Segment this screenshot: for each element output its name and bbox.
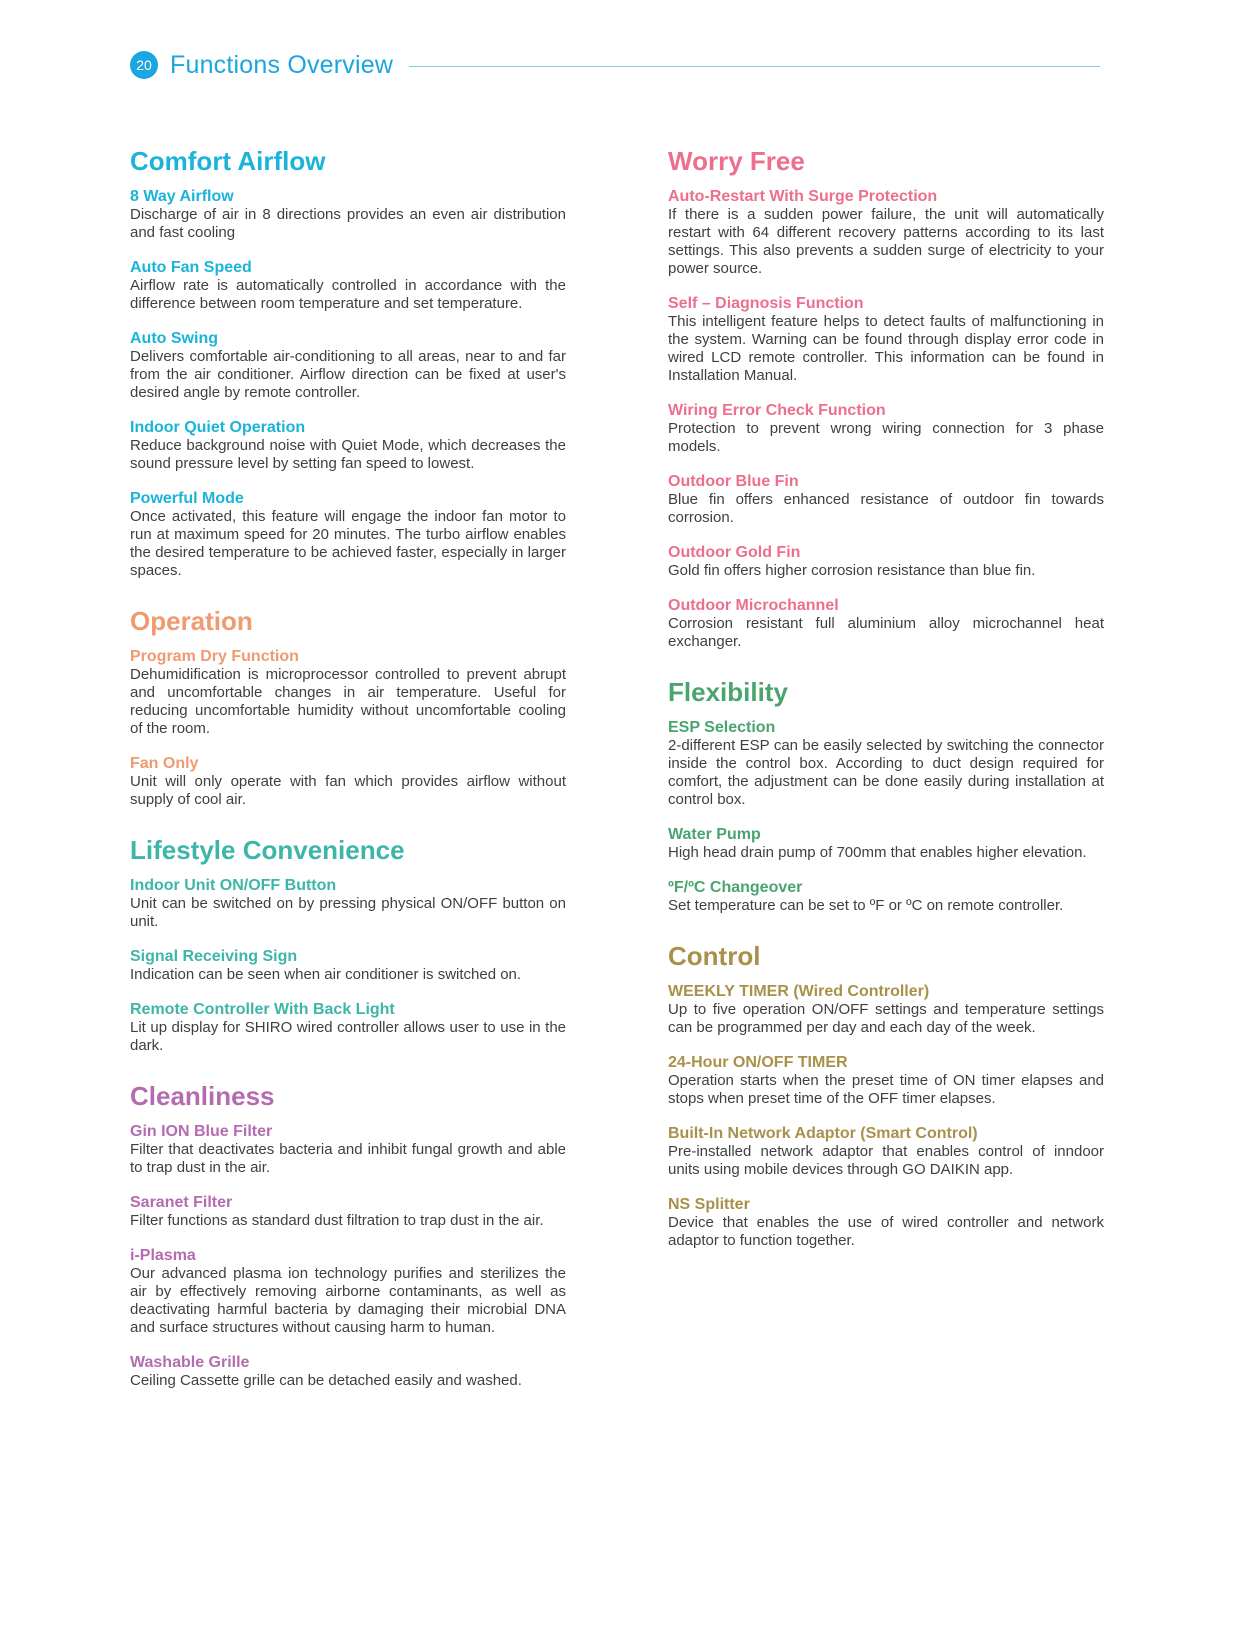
feature-description: Device that enables the use of wired controller and network adaptor to function together. <box>668 1214 1104 1249</box>
left-column <box>130 146 566 1416</box>
feature-title: ESP Selection <box>668 719 776 736</box>
feature-title: Built-In Network Adaptor (Smart Control) <box>668 1125 978 1142</box>
section-title: Worry Free <box>668 146 805 176</box>
feature-title: Signal Receiving Sign <box>130 948 298 965</box>
feature-description: High head drain pump of 700mm that enables higher elevation. <box>668 844 1087 861</box>
feature-title: Program Dry Function <box>130 648 299 665</box>
feature-title: Auto Fan Speed <box>130 259 252 276</box>
feature-item <box>668 1196 1104 1250</box>
feature-description: Dehumidification is microprocessor controlled to prevent abrupt and uncomfortable changes in air temperature. Useful for reducing uncomfortable humidity without uncomfortable cooling of the room. <box>130 666 566 737</box>
feature-description: This intelligent feature helps to detect faults of malfunctioning in the system. Warning can be found through display error code in wired LCD remote controller. This information can be found in Installation Manual. <box>668 313 1104 384</box>
feature-title: ºF/ºC Changeover <box>668 879 803 896</box>
feature-description: Set temperature can be set to ºF or ºC on remote controller. <box>668 897 1064 914</box>
feature-title: 24-Hour ON/OFF TIMER <box>668 1054 848 1071</box>
feature-description: Blue fin offers enhanced resistance of outdoor fin towards corrosion. <box>668 491 1104 526</box>
feature-description: Delivers comfortable air-conditioning to all areas, near to and far from the air conditioner. Airflow direction can be fixed at user's desired angle by remote controller. <box>130 348 566 401</box>
feature-description: Indication can be seen when air conditioner is switched on. <box>130 966 522 983</box>
feature-title: Outdoor Microchannel <box>668 597 839 614</box>
feature-title: Auto-Restart With Surge Protection <box>668 188 938 205</box>
feature-description: Operation starts when the preset time of ON timer elapses and stops when preset time of the OFF timer elapses. <box>668 1072 1104 1107</box>
feature-item <box>668 826 1104 862</box>
section-cleanliness <box>130 1081 566 1390</box>
feature-title: Gin ION Blue Filter <box>130 1123 273 1140</box>
feature-item <box>668 1125 1104 1179</box>
feature-description: Once activated, this feature will engage the indoor fan motor to run at maximum speed for 20 minutes. The turbo airflow enables the desired temperature to be achieved faster, especially in larger spaces. <box>130 508 566 579</box>
section-lifestyle-convenience <box>130 835 566 1055</box>
feature-item <box>130 948 566 984</box>
feature-item <box>130 648 566 738</box>
section-control <box>668 941 1104 1250</box>
section-operation <box>130 606 566 809</box>
feature-description: Airflow rate is automatically controlled in accordance with the difference between room temperature and set temperature. <box>130 277 566 312</box>
feature-item <box>668 544 1104 580</box>
feature-title: 8 Way Airflow <box>130 188 234 205</box>
right-column <box>668 146 1104 1276</box>
feature-description: Discharge of air in 8 directions provides an even air distribution and fast cooling <box>130 206 566 241</box>
feature-description: Our advanced plasma ion technology purifies and sterilizes the air by effectively removing airborne contaminants, as well as deactivating harmful bacteria by damaging their microbial DNA and surface structures without causing harm to human. <box>130 1265 566 1336</box>
feature-description: Unit can be switched on by pressing physical ON/OFF button on unit. <box>130 895 566 930</box>
feature-item <box>130 1354 566 1390</box>
section-title: Operation <box>130 606 253 636</box>
feature-item <box>668 879 1104 915</box>
feature-description: Corrosion resistant full aluminium alloy microchannel heat exchanger. <box>668 615 1104 650</box>
section-title: Flexibility <box>668 677 788 707</box>
feature-title: Remote Controller With Back Light <box>130 1001 395 1018</box>
feature-item <box>668 473 1104 527</box>
feature-item <box>668 188 1104 278</box>
feature-item <box>130 259 566 313</box>
feature-description: Reduce background noise with Quiet Mode, which decreases the sound pressure level by setting fan speed to lowest. <box>130 437 566 472</box>
feature-title: Powerful Mode <box>130 490 244 507</box>
feature-item <box>130 188 566 242</box>
feature-description: Pre-installed network adaptor that enables control of inndoor units using mobile devices through GO DAIKIN app. <box>668 1143 1104 1178</box>
section-title: Comfort Airflow <box>130 146 326 176</box>
feature-description: Protection to prevent wrong wiring connection for 3 phase models. <box>668 420 1104 455</box>
section-title: Cleanliness <box>130 1081 275 1111</box>
feature-item <box>130 877 566 931</box>
section-title: Control <box>668 941 761 971</box>
feature-title: Indoor Quiet Operation <box>130 419 306 436</box>
feature-description: Gold fin offers higher corrosion resistance than blue fin. <box>668 562 1036 579</box>
feature-item <box>130 419 566 473</box>
feature-description: Ceiling Cassette grille can be detached easily and washed. <box>130 1372 522 1389</box>
feature-title: Wiring Error Check Function <box>668 402 886 419</box>
feature-item <box>668 1054 1104 1108</box>
feature-title: Self – Diagnosis Function <box>668 295 864 312</box>
feature-description: Filter functions as standard dust filtration to trap dust in the air. <box>130 1212 544 1229</box>
feature-item <box>668 983 1104 1037</box>
page-title: Functions Overview <box>170 50 394 79</box>
feature-item <box>668 295 1104 385</box>
section-comfort-airflow <box>130 146 566 580</box>
feature-title: Outdoor Blue Fin <box>668 473 799 490</box>
feature-description: Up to five operation ON/OFF settings and temperature settings can be programmed per day and each day of the week. <box>668 1001 1104 1036</box>
page-number-badge: 20 <box>130 51 158 79</box>
feature-title: i-Plasma <box>130 1247 196 1264</box>
section-title: Lifestyle Convenience <box>130 835 405 865</box>
feature-item <box>668 719 1104 809</box>
section-flexibility <box>668 677 1104 915</box>
feature-title: WEEKLY TIMER (Wired Controller) <box>668 983 930 1000</box>
feature-description: 2-different ESP can be easily selected by switching the connector inside the control box. According to duct design required for comfort, the adjustment can be done easily during installation at control box. <box>668 737 1104 808</box>
feature-description: If there is a sudden power failure, the unit will automatically restart with 64 different recovery patterns according to its last settings. This also prevents a sudden surge of electricity to your power source. <box>668 206 1104 277</box>
feature-item <box>130 1123 566 1177</box>
feature-description: Filter that deactivates bacteria and inhibit fungal growth and able to trap dust in the air. <box>130 1141 566 1176</box>
feature-title: Indoor Unit ON/OFF Button <box>130 877 337 894</box>
feature-item <box>130 1001 566 1055</box>
feature-title: Water Pump <box>668 826 761 843</box>
page-header <box>130 48 1100 82</box>
header-divider <box>409 66 1100 67</box>
feature-item <box>130 330 566 402</box>
feature-description: Unit will only operate with fan which provides airflow without supply of cool air. <box>130 773 566 808</box>
feature-title: Outdoor Gold Fin <box>668 544 801 561</box>
feature-item <box>130 1194 566 1230</box>
feature-item <box>130 755 566 809</box>
feature-title: Fan Only <box>130 755 199 772</box>
feature-item <box>130 1247 566 1337</box>
section-worry-free <box>668 146 1104 651</box>
feature-title: Auto Swing <box>130 330 218 347</box>
feature-item <box>130 490 566 580</box>
feature-title: Saranet Filter <box>130 1194 233 1211</box>
feature-description: Lit up display for SHIRO wired controller allows user to use in the dark. <box>130 1019 566 1054</box>
feature-item <box>668 402 1104 456</box>
feature-title: NS Splitter <box>668 1196 750 1213</box>
feature-title: Washable Grille <box>130 1354 250 1371</box>
feature-item <box>668 597 1104 651</box>
